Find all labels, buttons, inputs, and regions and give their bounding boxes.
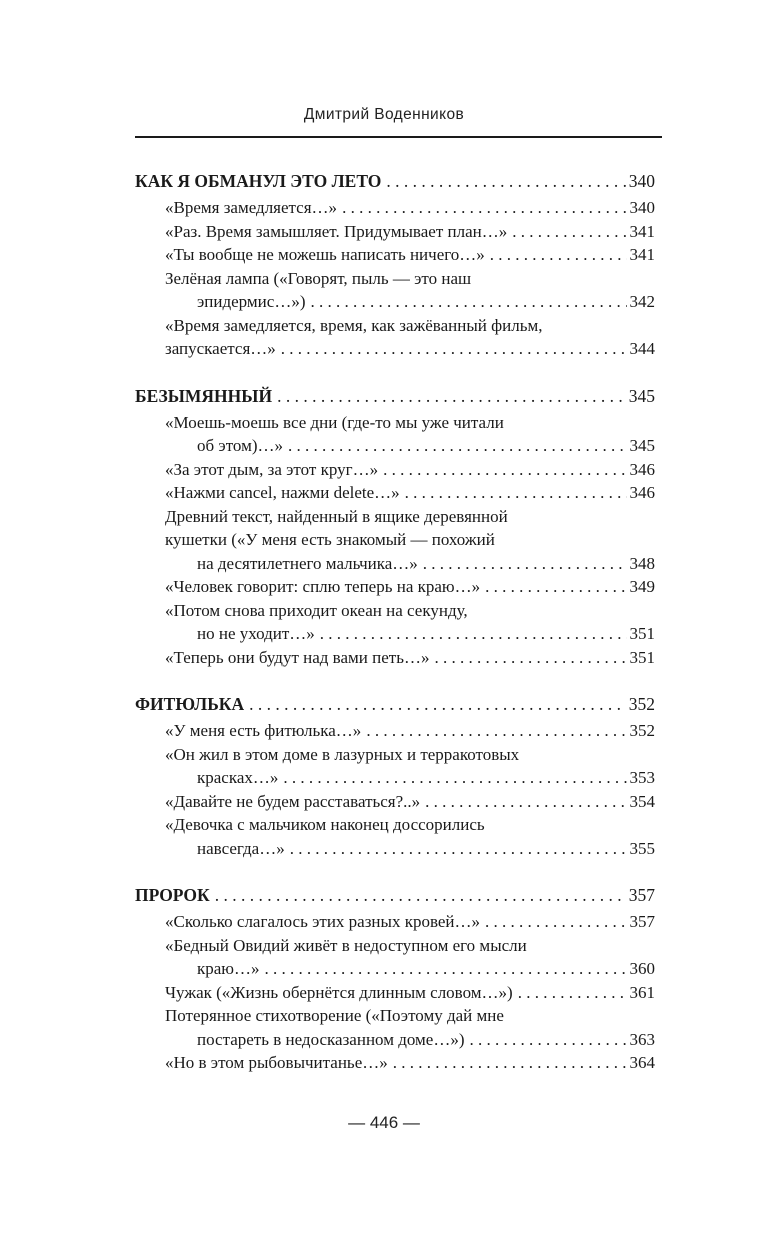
toc-entry — [135, 267, 655, 314]
entry-title-line: постареть в недосказанном доме…») — [197, 1029, 465, 1049]
toc-section — [135, 880, 655, 1075]
leader-dots — [425, 790, 626, 814]
entry-line — [165, 552, 655, 576]
entry-page: 364 — [629, 1053, 655, 1072]
toc-entry — [135, 934, 655, 981]
toc-entry — [135, 1004, 655, 1051]
entry-page: 341 — [629, 221, 655, 241]
header-rule — [135, 136, 662, 138]
toc-entry — [135, 719, 655, 743]
entry-title-line: «За этот дым, за этот круг…» — [165, 459, 379, 479]
entry-title-line: «Время замедляется, время, как зажёванный фильм, — [165, 315, 543, 335]
entry-title-line: «Бедный Овидий живёт в недоступном его мысли — [165, 935, 527, 955]
entry-line — [165, 981, 655, 1005]
toc-entry — [135, 243, 655, 267]
entry-title-line: «Раз. Время замышляет. Придумывает план…» — [165, 221, 508, 241]
entry-page: 341 — [629, 245, 655, 264]
entry-title-line: кушетки («У меня есть знакомый — похожий — [165, 530, 495, 549]
toc-entry — [135, 743, 655, 790]
toc-entry — [135, 813, 655, 860]
entry-line — [165, 337, 655, 361]
entry-line — [165, 434, 655, 458]
section-heading — [135, 166, 655, 196]
section-heading — [135, 381, 655, 411]
leader-dots — [512, 220, 626, 244]
leader-dots — [405, 481, 627, 505]
entry-title-line: «Но в этом рыбовычитанье…» — [165, 1053, 388, 1072]
entry-line — [165, 196, 655, 220]
entry-line — [165, 220, 655, 244]
entry-line — [165, 646, 655, 670]
entry-page: 340 — [629, 198, 655, 217]
leader-dots — [281, 337, 627, 361]
toc-entry — [135, 505, 655, 576]
leader-dots — [265, 957, 627, 981]
leader-dots — [311, 290, 627, 314]
leader-dots — [288, 434, 627, 458]
leader-dots — [485, 910, 626, 934]
running-header-author: Дмитрий Воденников — [303, 106, 465, 123]
entry-title-line: «Сколько слагалось этих разных кровей…» — [165, 912, 481, 931]
section-title: ПРОРОК — [135, 885, 210, 905]
leader-dots — [485, 575, 626, 599]
entry-title-line: краю…» — [197, 959, 260, 978]
section-page: 352 — [628, 694, 655, 714]
leader-dots — [249, 689, 626, 719]
toc-entry — [135, 481, 655, 505]
entry-line — [165, 622, 655, 646]
entry-line — [165, 837, 655, 861]
entry-title-line: «Нажми cancel, нажми delete…» — [165, 483, 400, 502]
section-page: 357 — [628, 885, 655, 905]
entry-title-line: Древний текст, найденный в ящике деревянной — [165, 506, 508, 526]
entry-page: 351 — [629, 624, 655, 643]
toc-entry — [135, 1051, 655, 1075]
entry-title-line: «Человек говорит: сплю теперь на краю…» — [165, 577, 481, 596]
leader-dots — [393, 1051, 627, 1075]
leader-dots — [490, 243, 627, 267]
entry-page: 349 — [629, 577, 655, 596]
toc-entry — [135, 646, 655, 670]
entry-page: 360 — [629, 959, 655, 978]
toc-section — [135, 166, 655, 361]
entry-title-line: эпидермис…») — [197, 292, 306, 311]
leader-dots — [320, 622, 627, 646]
entry-line — [165, 790, 655, 814]
entry-title-line: навсегда…» — [197, 838, 285, 858]
entry-line — [165, 719, 655, 743]
leader-dots — [470, 1028, 627, 1052]
section-title: БЕЗЫМЯННЫЙ — [135, 385, 273, 406]
entry-line — [165, 575, 655, 599]
entry-page: 351 — [629, 647, 655, 667]
section-page: 345 — [628, 385, 655, 406]
entry-title-line: красках…» — [197, 768, 279, 787]
entry-title-line: «Ты вообще не можешь написать ничего…» — [165, 245, 485, 264]
leader-dots — [283, 766, 626, 790]
toc-entry — [135, 196, 655, 220]
section-title: ФИТЮЛЬКА — [135, 694, 245, 714]
section-page: 340 — [628, 171, 655, 191]
section-title: КАК Я ОБМАНУЛ ЭТО ЛЕТО — [135, 171, 382, 191]
entry-line — [165, 290, 655, 314]
entry-page: 357 — [629, 912, 655, 931]
toc-entry — [135, 981, 655, 1005]
entry-title-line: «Теперь они будут над вами петь…» — [165, 647, 430, 667]
leader-dots — [366, 719, 626, 743]
entry-title-line: об этом)…» — [197, 436, 283, 455]
entry-page: 345 — [629, 436, 655, 455]
entry-title-line: «Время замедляется…» — [165, 198, 338, 217]
entry-page: 346 — [629, 483, 655, 502]
entry-title-line: «У меня есть фитюлька…» — [165, 721, 362, 740]
table-of-contents — [135, 166, 655, 1095]
entry-line — [165, 957, 655, 981]
toc-section — [135, 689, 655, 860]
page-number: — 446 — — [348, 1113, 420, 1132]
entry-title-line: «Моешь-моешь все дни (где-то мы уже читали — [165, 412, 504, 432]
entry-line — [165, 243, 655, 267]
toc-entry — [135, 314, 655, 361]
entry-line — [165, 458, 655, 482]
entry-line — [165, 1028, 655, 1052]
entry-page: 363 — [629, 1029, 655, 1049]
entry-title-line: «Давайте не будем расставаться?..» — [165, 791, 421, 811]
entry-page: 353 — [629, 768, 655, 787]
entry-line — [165, 910, 655, 934]
toc-entry — [135, 575, 655, 599]
entry-page: 344 — [629, 339, 655, 358]
entry-title-line: Чужак («Жизнь обернётся длинным словом…») — [165, 982, 513, 1002]
toc-entry — [135, 411, 655, 458]
leader-dots — [383, 458, 626, 482]
toc-entry — [135, 458, 655, 482]
leader-dots — [342, 196, 626, 220]
entry-page: 346 — [629, 459, 655, 479]
entry-title-line: на десятилетнего мальчика…» — [197, 553, 418, 573]
entry-line — [165, 1051, 655, 1075]
entry-title-line: Потерянное стихотворение («Поэтому дай мне — [165, 1006, 504, 1025]
section-heading — [135, 880, 655, 910]
leader-dots — [277, 381, 626, 411]
leader-dots — [423, 552, 627, 576]
entry-title-line: Зелёная лампа («Говорят, пыль — это наш — [165, 268, 472, 288]
entry-line — [165, 766, 655, 790]
entry-title-line: «Потом снова приходит океан на секунду, — [165, 600, 468, 620]
leader-dots — [386, 166, 625, 196]
entry-title-line: запускается…» — [165, 339, 276, 358]
entry-page: 361 — [629, 982, 655, 1002]
entry-title-line: «Он жил в этом доме в лазурных и терракотовых — [165, 744, 520, 764]
toc-entry — [135, 220, 655, 244]
entry-title-line: но не уходит…» — [197, 624, 315, 643]
entry-page: 354 — [629, 791, 655, 811]
section-heading — [135, 689, 655, 719]
entry-page: 342 — [629, 292, 655, 311]
leader-dots — [518, 981, 627, 1005]
leader-dots — [290, 837, 627, 861]
toc-entry — [135, 910, 655, 934]
entry-page: 355 — [629, 838, 655, 858]
toc-entry — [135, 790, 655, 814]
entry-page: 352 — [629, 721, 655, 740]
entry-line — [165, 481, 655, 505]
leader-dots — [434, 646, 626, 670]
entry-title-line: «Девочка с мальчиком наконец доссорились — [165, 815, 485, 834]
toc-section — [135, 381, 655, 670]
entry-page: 348 — [629, 553, 655, 573]
toc-entry — [135, 599, 655, 646]
leader-dots — [215, 880, 626, 910]
